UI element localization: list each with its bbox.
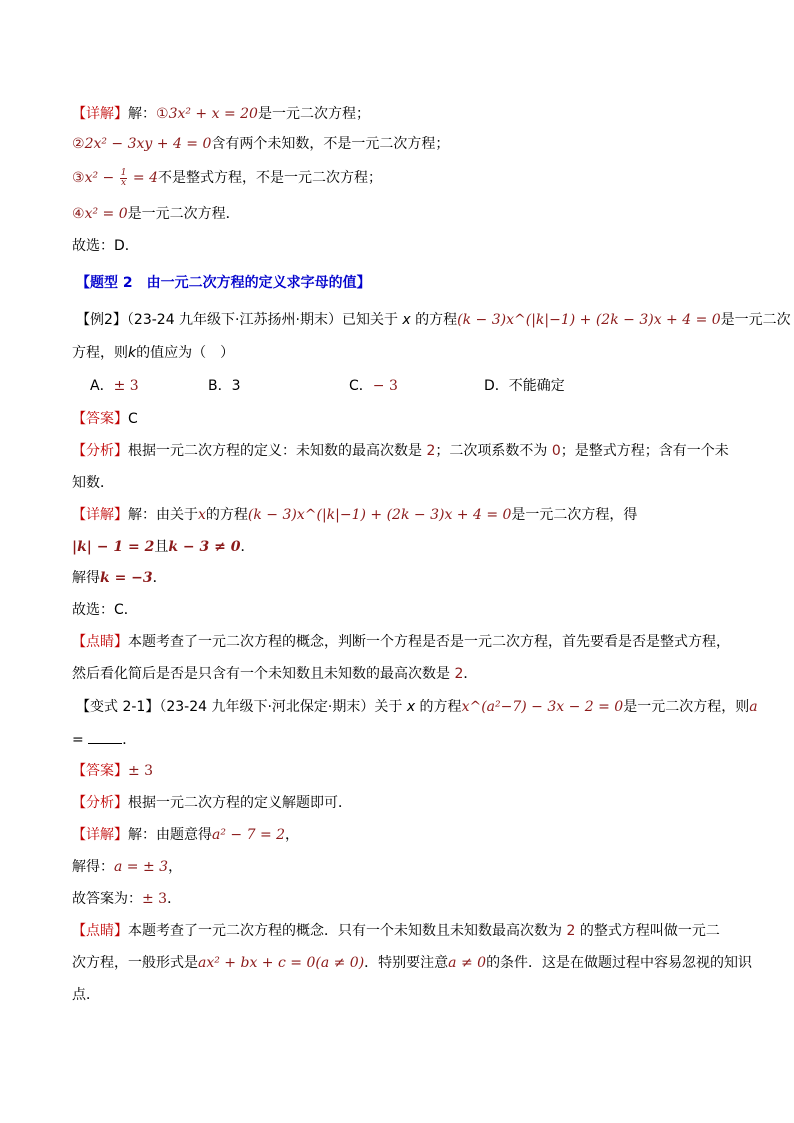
- example2-conclusion: 故选：C．: [72, 602, 138, 618]
- example2-solve: 解得k = −3．: [72, 570, 167, 586]
- example2-detail-line-2: |k| − 1 = 2且k − 3 ≠ 0．: [72, 539, 255, 555]
- variant-comment-line-3: 点．: [72, 987, 100, 1003]
- example2-question-line-1: 【例2】（23-24 九年级下·江苏扬州·期末）已知关于 x 的方程(k − 3)x^(|k|−1) + (2k − 3)x + 4 = 0是一元二次: [76, 312, 791, 328]
- example2-analysis-line-2: 知数．: [72, 475, 114, 491]
- option-d[interactable]: D．不能确定: [484, 378, 565, 394]
- variant-question-line-1: 【变式 2-1】（23-24 九年级下·河北保定·期末）关于 x 的方程x^(a²−7) − 3x − 2 = 0是一元二次方程，则a: [76, 699, 758, 715]
- option-a[interactable]: A．± 3: [90, 378, 139, 394]
- variant-question-line-2: = ．: [72, 729, 732, 750]
- example2-detail-equation: (k − 3)x^(|k|−1) + (2k − 3)x + 4 = 0: [247, 507, 512, 523]
- variant-equation: x^(a²−7) − 3x − 2 = 0: [461, 699, 624, 715]
- equation-1: 3x² + x = 20: [168, 106, 258, 122]
- option-b[interactable]: B．3: [208, 378, 241, 394]
- example2-question-line-2: 方程，则k的值应为（ ）: [72, 345, 235, 361]
- example2-comment-line-2: 然后看化简后是否是只含有一个未知数且未知数的最高次数是 2．: [72, 666, 478, 682]
- detail-conclusion: 故选：D．: [72, 238, 139, 254]
- answer-blank[interactable]: [88, 729, 122, 744]
- equation-4: x² = 0: [84, 206, 128, 222]
- variant-analysis: 【分析】根据一元二次方程的定义解题即可．: [72, 795, 352, 811]
- variant-tag: 【变式 2-1】: [76, 699, 160, 715]
- example2-detail-line-1: 【详解】解：由关于x的方程(k − 3)x^(|k|−1) + (2k − 3)x + 4 = 0是一元二次方程，得: [72, 507, 638, 523]
- variant-comment-line-2: 次方程，一般形式是ax² + bx + c = 0(a ≠ 0)．特别要注意a ≠ 0的条件．这是在做题过程中容易忽视的知识: [72, 955, 753, 971]
- variant-comment-line-1: 【点睛】本题考查了一元二次方程的概念．只有一个未知数且未知数最高次数为 2 的整式方程叫做一元二: [72, 923, 720, 939]
- option-c[interactable]: C．− 3: [349, 378, 398, 394]
- variant-answer: 【答案】± 3: [72, 763, 154, 779]
- example2-tag: 【例2】: [76, 312, 127, 328]
- example2-equation: (k − 3)x^(|k|−1) + (2k − 3)x + 4 = 0: [457, 312, 721, 328]
- fraction: $\frac{1}{x}$: [120, 167, 127, 188]
- equation-2: 2x² − 3xy + 4 = 0: [84, 136, 212, 152]
- example2-comment-line-1: 【点睛】本题考查了一元二次方程的概念，判断一个方程是否是一元二次方程，首先要看是否是整式方程，: [72, 634, 730, 650]
- variant-conclusion: 故答案为：± 3．: [72, 891, 182, 907]
- example2-answer: 【答案】C: [72, 411, 138, 427]
- variant-solve: 解得：a = ± 3，: [72, 859, 183, 875]
- detail-line-2: ②2x² − 3xy + 4 = 0含有两个未知数，不是一元二次方程；: [72, 136, 450, 152]
- detail-line-4: ④x² = 0是一元二次方程．: [72, 206, 240, 222]
- detail-line-1: 【详解】解：①3x² + x = 20是一元二次方程；: [72, 106, 370, 122]
- section-heading: 【题型 2 由一元二次方程的定义求字母的值】: [76, 275, 371, 291]
- detail-line-3: ③x² − $\frac{1}{x}$ = 4不是整式方程，不是一元二次方程；: [72, 167, 382, 188]
- detail-tag: 【详解】: [72, 106, 128, 122]
- example2-analysis-line-1: 【分析】根据一元二次方程的定义：未知数的最高次数是 2；二次项系数不为 0；是整式方程；含有一个未: [72, 443, 729, 459]
- equation-3: x² − $\frac{1}{x}$ = 4: [84, 167, 158, 188]
- variant-detail: 【详解】解：由题意得a² − 7 = 2，: [72, 827, 300, 843]
